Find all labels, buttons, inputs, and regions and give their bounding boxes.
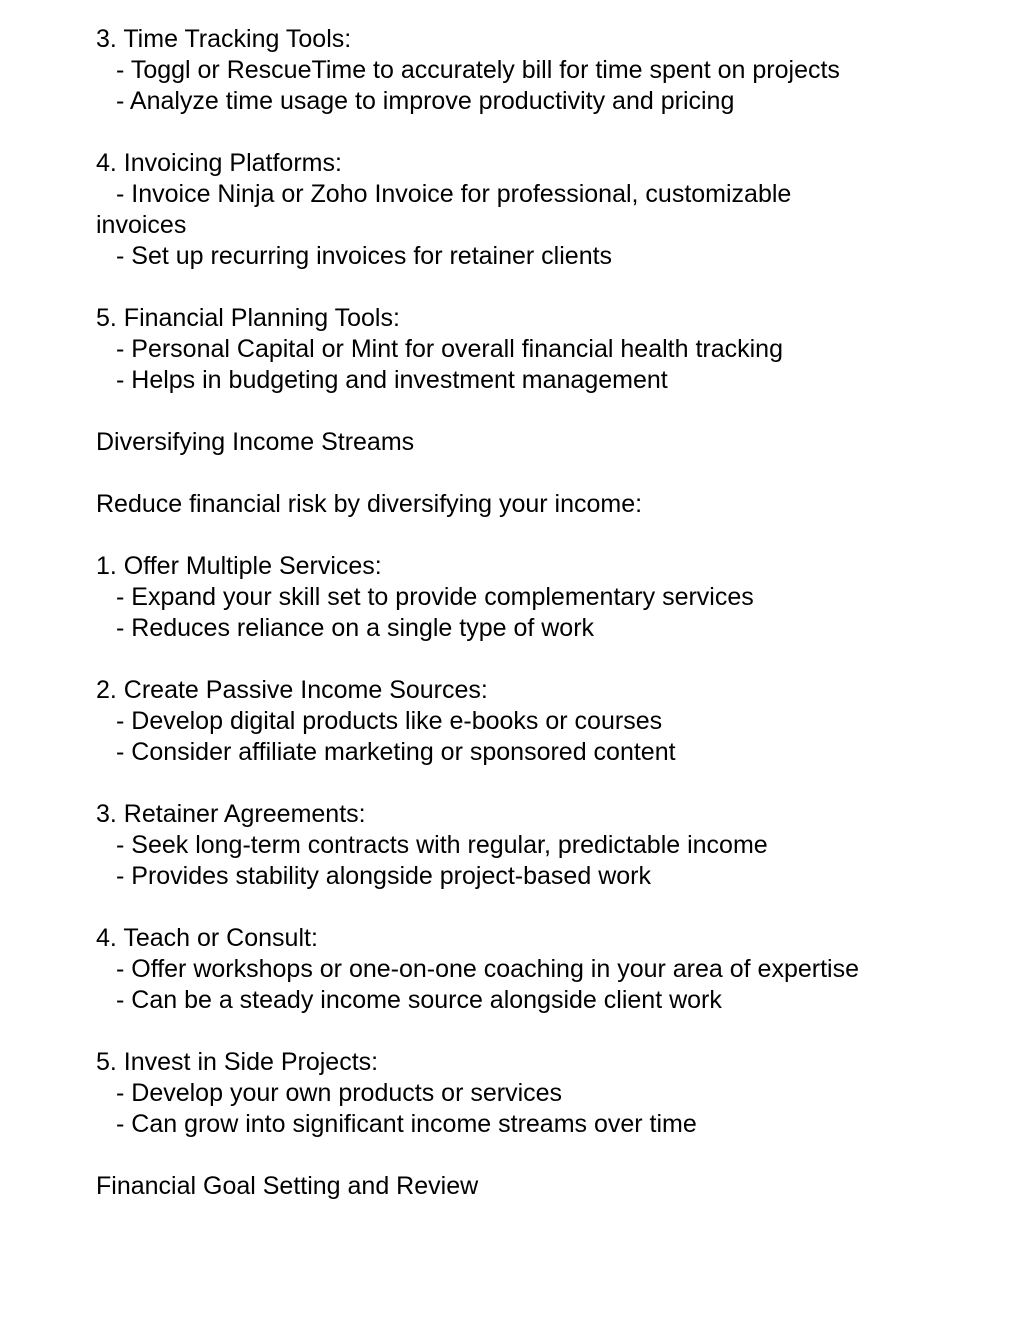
- list-item: - Set up recurring invoices for retainer clients: [116, 242, 613, 270]
- spacer: [96, 1140, 996, 1171]
- list-item: - Offer workshops or one-on-one coaching in your area of expertise: [116, 955, 859, 983]
- spacer: [96, 520, 996, 551]
- list-item-heading: 1. Offer Multiple Services:: [96, 552, 382, 580]
- list-item-continuation: invoices: [96, 211, 187, 239]
- spacer: [96, 272, 996, 303]
- list-item: - Develop your own products or services: [116, 1079, 563, 1107]
- list-item-heading: 4. Teach or Consult:: [96, 924, 318, 952]
- list-item: - Expand your skill set to provide complementary services: [116, 583, 754, 611]
- list-item: - Analyze time usage to improve productivity and pricing: [116, 87, 735, 115]
- list-item-heading: 3. Retainer Agreements:: [96, 800, 366, 828]
- list-item-heading: 5. Financial Planning Tools:: [96, 304, 400, 332]
- list-item: - Toggl or RescueTime to accurately bill for time spent on projects: [116, 56, 840, 84]
- list-item-heading: 5. Invest in Side Projects:: [96, 1048, 379, 1076]
- spacer: [96, 1016, 996, 1047]
- spacer: [96, 644, 996, 675]
- list-item-heading: 4. Invoicing Platforms:: [96, 149, 342, 177]
- spacer: [96, 117, 996, 148]
- spacer: [96, 768, 996, 799]
- list-item: - Invoice Ninja or Zoho Invoice for professional, customizable: [116, 180, 792, 208]
- list-item: - Can grow into significant income streams over time: [116, 1110, 697, 1138]
- list-item: - Develop digital products like e-books or courses: [116, 707, 663, 735]
- list-item: - Personal Capital or Mint for overall financial health tracking: [116, 335, 783, 363]
- list-item: - Seek long-term contracts with regular, predictable income: [116, 831, 768, 859]
- spacer: [96, 892, 996, 923]
- spacer: [96, 396, 996, 427]
- list-item: - Consider affiliate marketing or sponsored content: [116, 738, 676, 766]
- section-heading: Financial Goal Setting and Review: [96, 1172, 479, 1200]
- section-heading: Diversifying Income Streams: [96, 428, 415, 456]
- list-item: - Reduces reliance on a single type of work: [116, 614, 595, 642]
- list-item: - Can be a steady income source alongside client work: [116, 986, 722, 1014]
- spacer: [96, 458, 996, 489]
- list-item: - Provides stability alongside project-based work: [116, 862, 651, 890]
- list-item: - Helps in budgeting and investment management: [116, 366, 668, 394]
- list-item-heading: 3. Time Tracking Tools:: [96, 25, 352, 53]
- document-page: [96, 24, 996, 1202]
- paragraph: Reduce financial risk by diversifying your income:: [96, 490, 643, 518]
- list-item-heading: 2. Create Passive Income Sources:: [96, 676, 488, 704]
